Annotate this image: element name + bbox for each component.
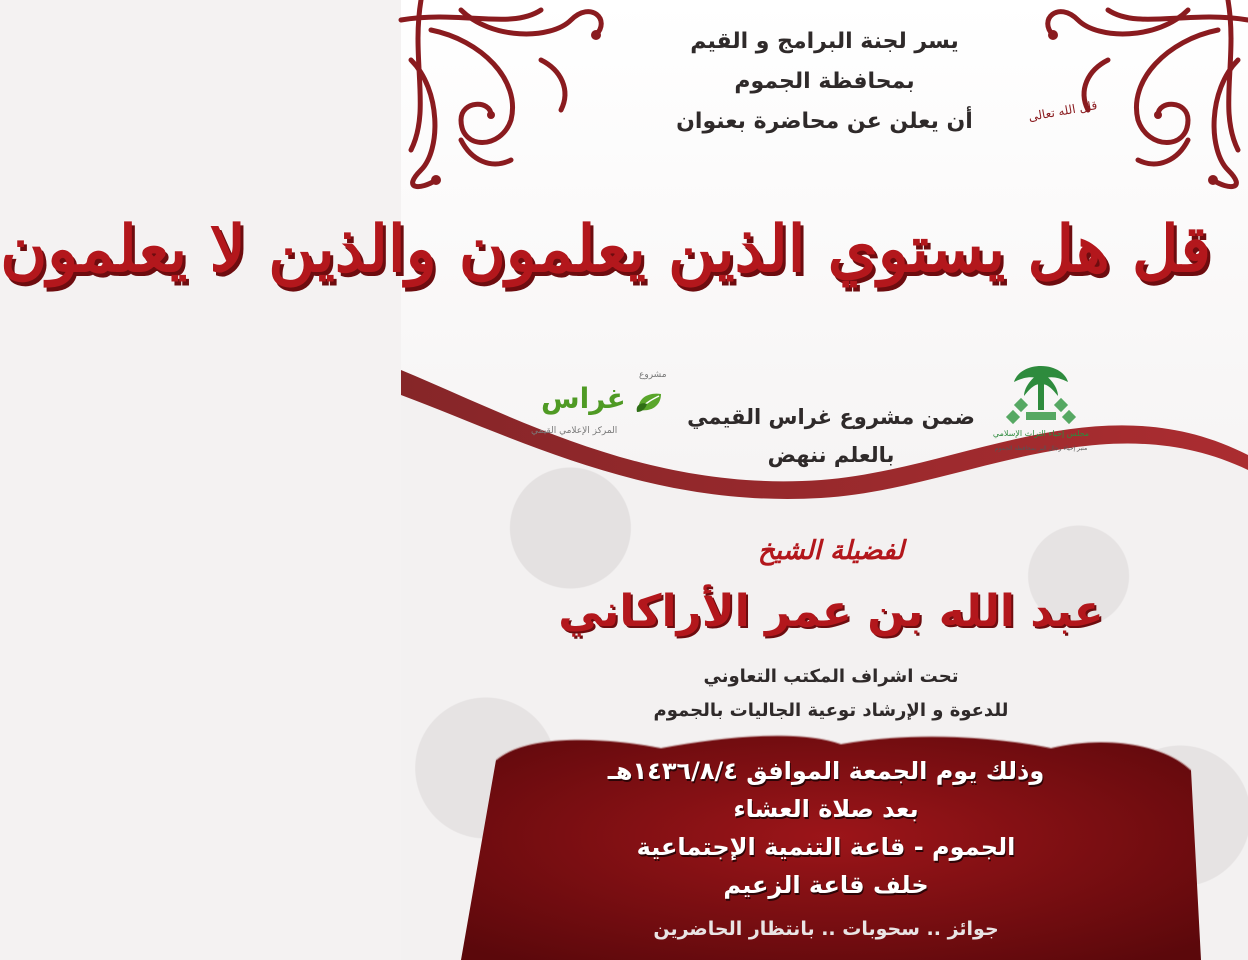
event-location: الجموم - قاعة التنمية الإجتماعية (636, 833, 1016, 861)
intro-line: بمحافظة الجموم (734, 69, 915, 94)
event-date: وذلك يوم الجمعة الموافق ١٤٣٦/٨/٤هـ (607, 757, 1045, 785)
event-location-note: خلف قاعة الزعيم (723, 871, 929, 899)
event-details (551, 752, 1101, 904)
project-line: ضمن مشروع غراس القيمي (687, 405, 975, 429)
supervision-line: تحت اشراف المكتب التعاوني (703, 666, 959, 687)
sheikh-label: لفضيلة الشيخ (757, 536, 905, 566)
intro-line: يسر لجنة البرامج و القيم (690, 29, 959, 54)
logo-word: غراس (541, 382, 626, 415)
ghiras-logo (521, 368, 671, 448)
prizes-note: جوائز .. سحوبات .. بانتظار الحاضرين (653, 918, 999, 940)
sheikh-name: عبد الله بن عمر الأراكاني (558, 586, 1104, 637)
intro-text (401, 22, 1248, 142)
logo-subtitle-text: المركز الإعلامي (559, 426, 618, 436)
calligraphy-title: قل هل يستوي الذين يعلمون والذين لا يعلمون (0, 212, 1211, 287)
event-time: بعد صلاة العشاء (733, 795, 919, 823)
logo-subtitle-text-2: القيمي (531, 426, 557, 436)
council-logo (986, 358, 1096, 458)
logo-subtitle (531, 426, 617, 436)
project-text (671, 398, 991, 474)
supervision-line: للدعوة و الإرشاد توعية الجاليات بالجموم (653, 700, 1009, 721)
logo-tag: مشروع (639, 370, 667, 380)
leaf-icon (635, 390, 665, 414)
palm-tree-icon (986, 358, 1096, 458)
project-slogan: بالعلم ننهض (767, 443, 895, 467)
intro-line: أن يعلن عن محاضرة بعنوان (676, 109, 973, 134)
council-caption: مجلس إحياء التراث الإسلامي (992, 429, 1090, 438)
supervision-text (581, 660, 1081, 728)
verse-tag: قال الله تعالى (1027, 98, 1099, 124)
council-caption-2: منبر إحياء رجال البر بمحافظة الجموم (994, 445, 1088, 452)
